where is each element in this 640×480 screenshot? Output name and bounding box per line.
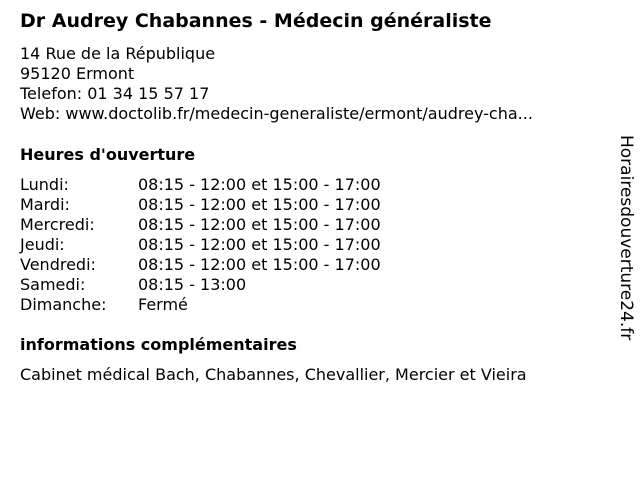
day-label: Mardi: — [20, 195, 70, 214]
hours-row-friday — [20, 255, 381, 275]
address-block — [20, 44, 533, 124]
day-label: Vendredi: — [20, 255, 96, 274]
time-value: 08:15 - 12:00 et 15:00 - 17:00 — [138, 255, 381, 274]
page-title: Dr Audrey Chabannes - Médecin généraliste — [20, 10, 492, 32]
day-label: Lundi: — [20, 175, 69, 194]
hours-row-sunday — [20, 295, 381, 315]
hours-row-thursday — [20, 235, 381, 255]
day-label: Samedi: — [20, 275, 86, 294]
street-address: 14 Rue de la République — [20, 44, 216, 63]
additional-info-text: Cabinet médical Bach, Chabannes, Chevallier, Mercier et Vieira — [20, 365, 527, 384]
hours-row-monday — [20, 175, 381, 195]
hours-row-tuesday — [20, 195, 381, 215]
hours-row-saturday — [20, 275, 381, 295]
hours-row-wednesday — [20, 215, 381, 235]
time-value: Fermé — [138, 295, 188, 314]
opening-hours-table — [20, 175, 381, 315]
time-value: 08:15 - 12:00 et 15:00 - 17:00 — [138, 215, 381, 234]
time-value: 08:15 - 13:00 — [138, 275, 247, 294]
phone-number: Telefon: 01 34 15 57 17 — [20, 84, 210, 103]
time-value: 08:15 - 12:00 et 15:00 - 17:00 — [138, 175, 381, 194]
website-link[interactable]: Web: www.doctolib.fr/medecin-generaliste/ermont/audrey-cha... — [20, 104, 533, 123]
watermark-text: Horairesdouverture24.fr — [616, 135, 636, 341]
opening-hours-heading: Heures d'ouverture — [20, 145, 196, 164]
city-address: 95120 Ermont — [20, 64, 135, 83]
time-value: 08:15 - 12:00 et 15:00 - 17:00 — [138, 195, 381, 214]
day-label: Dimanche: — [20, 295, 107, 314]
time-value: 08:15 - 12:00 et 15:00 - 17:00 — [138, 235, 381, 254]
day-label: Mercredi: — [20, 215, 95, 234]
additional-info-heading: informations complémentaires — [20, 335, 297, 354]
day-label: Jeudi: — [20, 235, 65, 254]
site-watermark — [610, 135, 636, 345]
